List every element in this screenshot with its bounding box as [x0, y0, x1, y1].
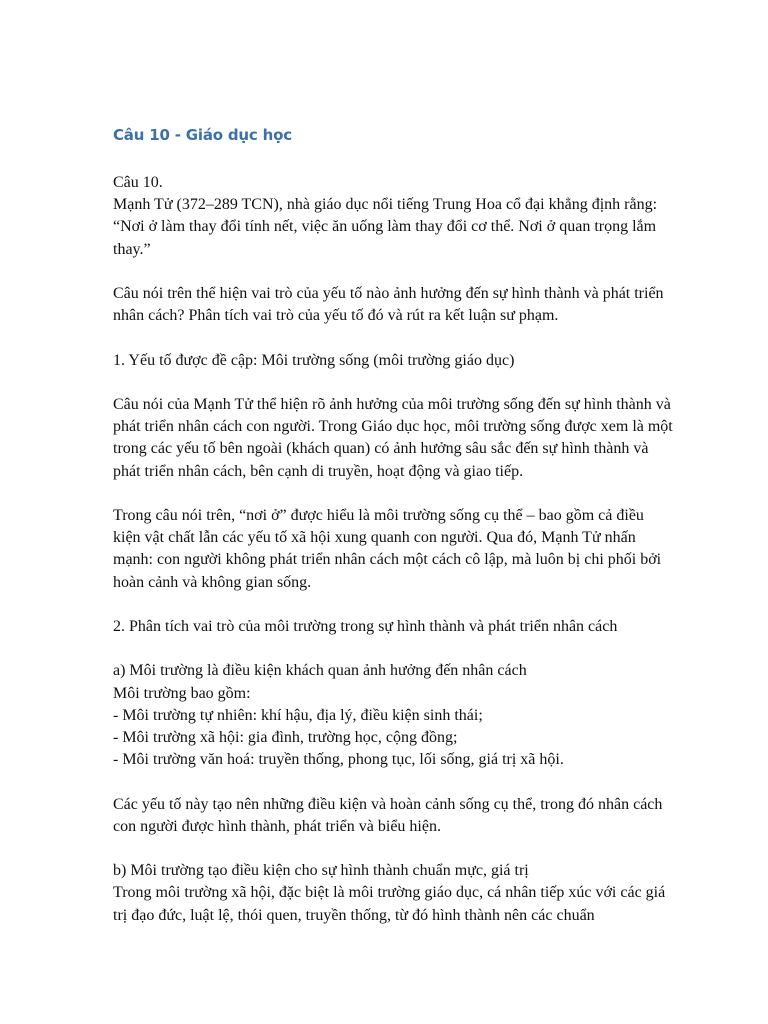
paragraph-section-2b: b) Môi trường tạo điều kiện cho sự hình thành chuẩn mực, giá trị Trong môi trường xã hội, đặc biệt là môi trường giáo dục, cá nhân tiếp xúc với các giá trị đạo đức, luật lệ, thói quen, truyền thống, từ đó hình thành nên các chuẩn	[113, 862, 666, 924]
paragraph-section-1-body: Câu nói của Mạnh Tử thể hiện rõ ảnh hưởng của môi trường sống đến sự hình thành và phát triển nhân cách con người. Trong Giáo dục học, môi trường sống được xem là một trong các yếu tố bên ngoài (khách quan) có ảnh hưởng sâu sắc đến sự hình thành và phát triển nhân cách, bên cạnh di truyền, hoạt động và giao tiếp.	[113, 395, 673, 480]
paragraph-section-1-title: 1. Yếu tố được đề cập: Môi trường sống (môi trường giáo dục)	[113, 351, 515, 369]
document-page	[113, 124, 673, 949]
paragraph-question-intro: Câu 10. Mạnh Tử (372–289 TCN), nhà giáo dục nổi tiếng Trung Hoa cổ đại khẳng định rằng: “Nơi ở làm thay đổi tính nết, việc ăn uống làm thay đổi cơ thể. Nơi ở quan trọng lắm thay.”	[113, 174, 658, 258]
paragraph-section-2a-summary: Các yếu tố này tạo nên những điều kiện và hoàn cảnh sống cụ thể, trong đó nhân cách con người được hình thành, phát triển và biểu hiện.	[113, 795, 663, 835]
paragraph-question: Câu nói trên thể hiện vai trò của yếu tố nào ảnh hưởng đến sự hình thành và phát triển nhân cách? Phân tích vai trò của yếu tố đó và rút ra kết luận sư phạm.	[113, 285, 664, 325]
paragraph-section-2-title: 2. Phân tích vai trò của môi trường trong sự hình thành và phát triển nhân cách	[113, 617, 618, 635]
paragraph-section-2a: a) Môi trường là điều kiện khách quan ảnh hưởng đến nhân cách Môi trường bao gồm: - Môi trường tự nhiên: khí hậu, địa lý, điều kiện sinh thái; - Môi trường xã hội: gia đình, trường học, cộng đồng; - Môi trường văn hoá: truyền thống, phong tục, lối sống, giá trị xã hội.	[113, 662, 564, 769]
document-heading: Câu 10 - Giáo dục học	[113, 126, 292, 144]
paragraph-section-1-body-2: Trong câu nói trên, “nơi ở” được hiểu là môi trường sống cụ thể – bao gồm cả điều kiện vật chất lẫn các yếu tố xã hội xung quanh con người. Qua đó, Mạnh Tử nhấn mạnh: con người không phát triển nhân cách một cách cô lập, mà luôn bị chi phối bởi hoàn cảnh và không gian sống.	[113, 506, 662, 591]
